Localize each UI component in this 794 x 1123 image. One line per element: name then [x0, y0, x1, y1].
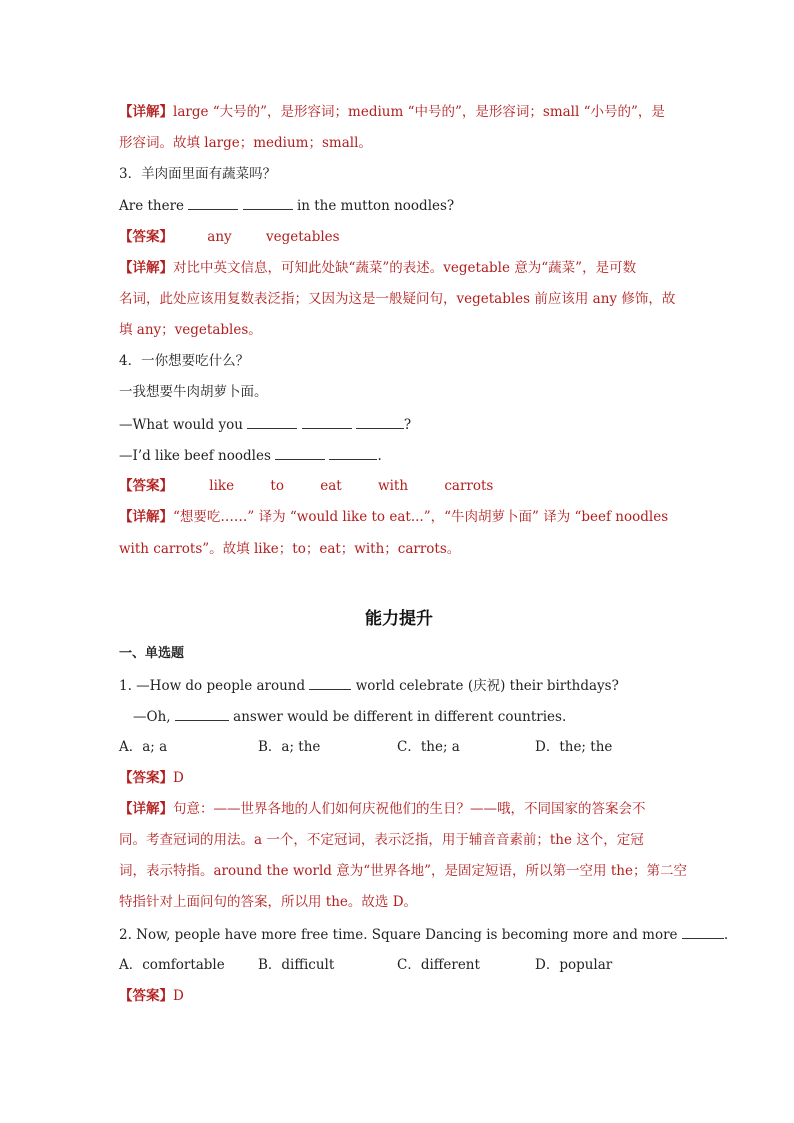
q4-en1-after: ?: [403, 417, 412, 433]
detail-label: 【详解】: [119, 104, 173, 120]
q4-blank-1[interactable]: [247, 414, 297, 429]
mc1-option-a[interactable]: A．a; a: [119, 739, 168, 755]
detail-label: 【详解】: [119, 801, 173, 817]
q4-blank-4[interactable]: [275, 445, 325, 460]
mc2-option-b[interactable]: B．difficult: [258, 957, 335, 973]
mc2-line1: [119, 924, 728, 945]
detail-label: 【详解】: [119, 509, 173, 525]
q3-answer-2: vegetables: [265, 229, 340, 245]
q4-answer-1: like: [209, 478, 235, 494]
q4-question-cn: 4．一你想要吃什么？: [119, 353, 250, 369]
answer-label: 【答案】: [119, 229, 173, 245]
q3-detail-line3: 填 any；vegetables。: [119, 322, 262, 338]
mc1-blank-2[interactable]: [175, 706, 229, 721]
mc2-blank[interactable]: [682, 924, 724, 939]
section-title: 能力提升: [365, 609, 433, 629]
answer-label: 【答案】: [119, 988, 173, 1004]
mc1-detail-line2: 同。考查冠词的用法。a 一个，不定冠词，表示泛指，用于辅音音素前；the 这个，定冠: [119, 832, 644, 848]
section-subtitle: 一、单选题: [119, 646, 185, 661]
mc1-option-b[interactable]: B．a; the: [258, 739, 321, 755]
q4-answer-2: to: [270, 478, 284, 494]
q4-english-line2: [119, 445, 382, 466]
mc1-line2-before: —Oh,: [133, 709, 171, 725]
mc1-line1-before: 1. —How do people around: [119, 678, 306, 694]
q4-answer-5: carrots: [444, 478, 494, 494]
q2-detail-line2: 形容词。故填 large；medium；small。: [119, 135, 372, 151]
mc1-answer-line: [119, 768, 184, 788]
mc2-option-d[interactable]: D．popular: [535, 957, 613, 973]
q4-english-line1: [119, 414, 411, 435]
q4-detail-line1: [119, 507, 668, 527]
q4-answer-3: eat: [320, 478, 342, 494]
answer-label: 【答案】: [119, 478, 173, 494]
q3-en-before: Are there: [119, 198, 185, 214]
mc1-detail-text1: 句意：——世界各地的人们如何庆祝他们的生日？——哦，不同国家的答案会不: [173, 801, 646, 817]
q3-answer-1: any: [207, 229, 232, 245]
mc1-detail-line1: [119, 799, 646, 819]
q4-detail-line2: with carrots”。故填 like；to；eat；with；carrots。: [119, 541, 461, 557]
mc2-option-a[interactable]: A．comfortable: [119, 957, 225, 973]
mc1-line2: [133, 706, 566, 727]
mc1-line1: [119, 675, 619, 696]
q3-question-en: [119, 195, 454, 216]
mc1-detail-line3: 词，表示特指。around the world 意为“世界各地”，是固定短语，所以第一空用 the；第二空: [119, 863, 687, 879]
q4-en2-after: .: [377, 448, 382, 464]
detail-label: 【详解】: [119, 260, 173, 276]
mc1-option-c[interactable]: C．the; a: [397, 739, 460, 755]
q3-question-cn: 3．羊肉面里面有蔬菜吗？: [119, 166, 277, 182]
mc1-line2-after: answer would be different in different countries.: [233, 709, 567, 725]
answer-label: 【答案】: [119, 770, 173, 786]
mc2-answer: D: [173, 988, 184, 1004]
q4-blank-3[interactable]: [356, 414, 404, 429]
mc1-detail-line4: 特指针对上面问句的答案，所以用 the。故选 D。: [119, 894, 418, 910]
mc2-text: 2. Now, people have more free time. Square Dancing is becoming more and more: [119, 927, 678, 943]
q3-detail-line2: 名词，此处应该用复数表泛指；又因为这是一般疑问句，vegetables 前应该用 any 修饰，故: [119, 291, 676, 307]
q3-detail-line1: [119, 258, 636, 278]
q4-blank-5[interactable]: [329, 445, 377, 460]
q4-answer-4: with: [378, 478, 409, 494]
mc1-option-d[interactable]: D．the; the: [535, 739, 613, 755]
q4-answer-line: [119, 476, 493, 496]
q2-detail-line1: [119, 102, 665, 122]
q4-reply-cn: 一我想要牛肉胡萝卜面。: [119, 384, 268, 400]
q4-en2-before: —I’d like beef noodles: [119, 448, 271, 464]
q3-answer-line: [119, 227, 340, 247]
q4-detail-text1: “想要吃……” 译为 “would like to eat...”，“牛肉胡萝卜面” 译为 “beef noodles: [173, 509, 669, 525]
q3-blank-1[interactable]: [188, 195, 238, 210]
q3-blank-2[interactable]: [243, 195, 293, 210]
mc2-option-c[interactable]: C．different: [397, 957, 480, 973]
mc1-blank-1[interactable]: [309, 675, 351, 690]
q3-en-after: in the mutton noodles?: [296, 198, 455, 214]
mc2-line-end: .: [723, 927, 729, 943]
mc1-answer: D: [173, 770, 184, 786]
q2-detail-text1: large “大号的”，是形容词；medium “中号的”，是形容词；small “小号的”，是: [173, 104, 665, 120]
mc1-line1-after: world celebrate (庆祝) their birthdays?: [355, 678, 619, 694]
q3-detail-text1: 对比中英文信息，可知此处缺“蔬菜”的表述。vegetable 意为“蔬菜”，是可数: [173, 260, 637, 276]
q4-en1-before: —What would you: [119, 417, 243, 433]
q4-blank-2[interactable]: [302, 414, 352, 429]
mc2-answer-line: [119, 986, 184, 1006]
